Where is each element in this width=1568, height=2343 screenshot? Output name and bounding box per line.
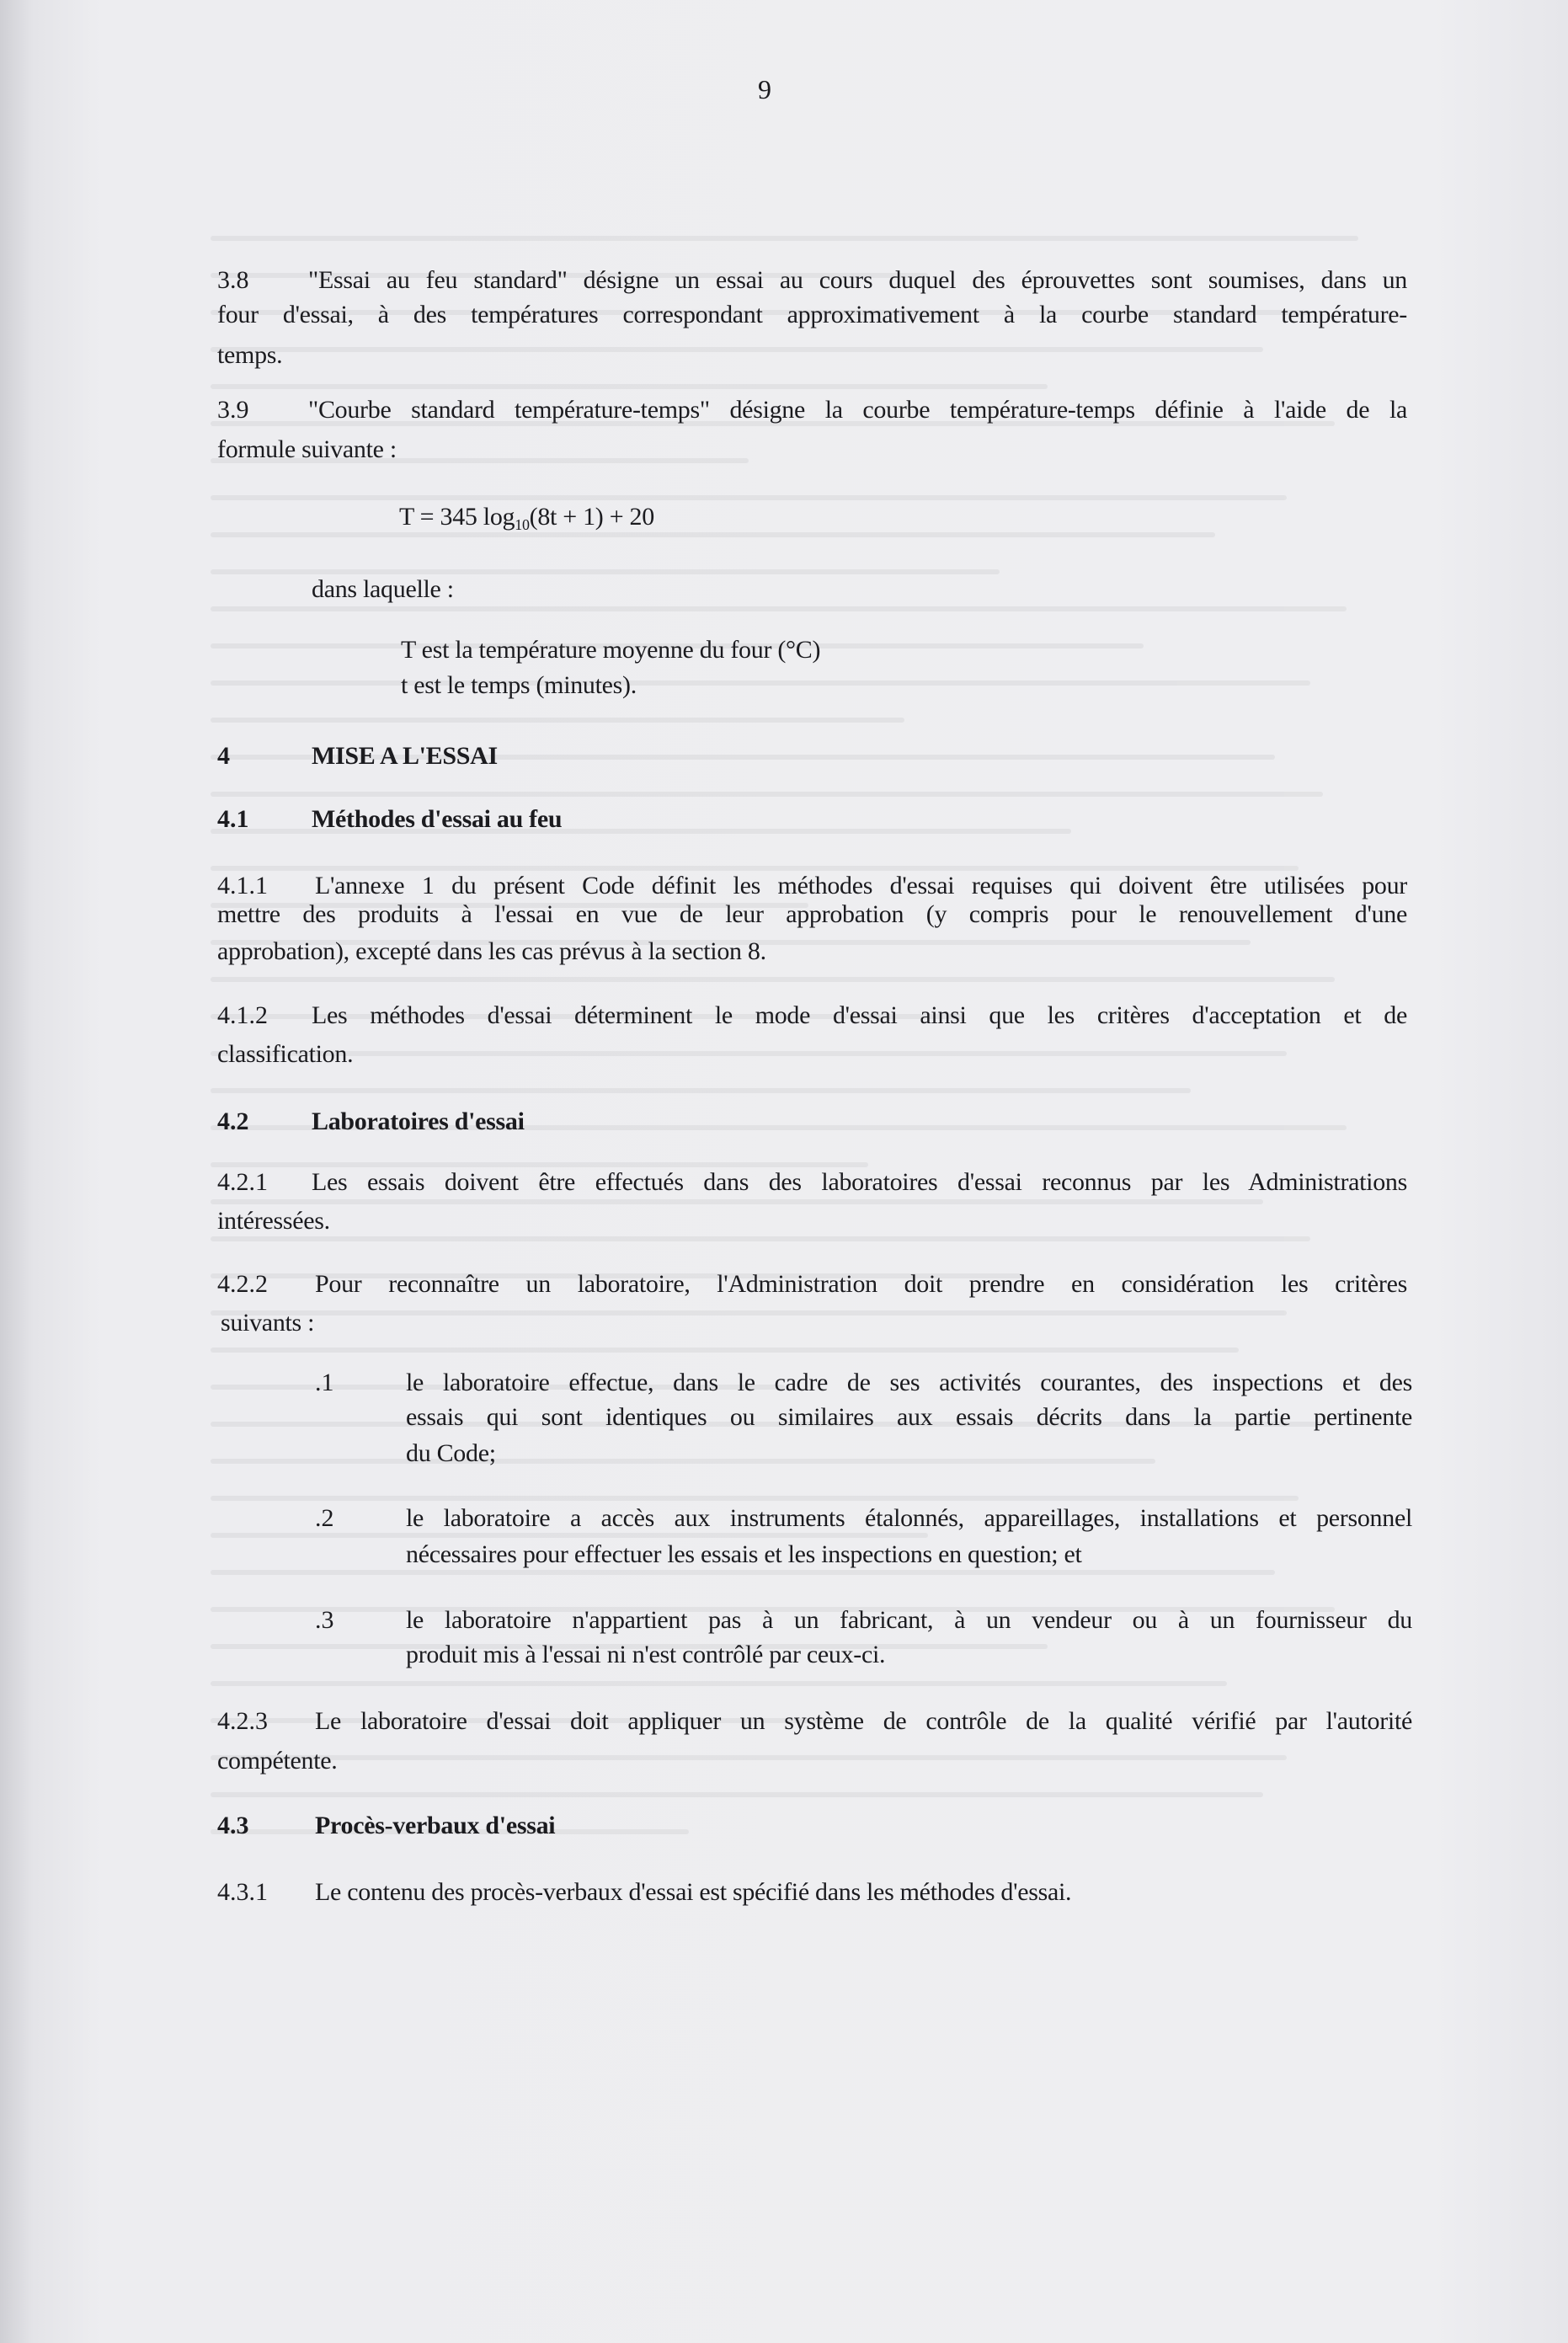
- section-number: 4.2.2: [217, 1270, 268, 1298]
- list-item-line: du Code;: [406, 1439, 496, 1467]
- heading: Procès-verbaux d'essai: [315, 1812, 556, 1839]
- paragraph-line: compétente.: [217, 1747, 338, 1775]
- paragraph-line: formule suivante :: [217, 435, 397, 463]
- paragraph-line: temps.: [217, 341, 283, 369]
- list-item-number: .2: [315, 1504, 334, 1532]
- heading-number: 4.1: [217, 805, 249, 833]
- section-number: 3.8: [217, 266, 249, 294]
- paragraph-line: mettre des produits à l'essai en vue de leur approbation (y compris pour le renouvellement d'une: [217, 900, 1407, 928]
- section-number: 3.9: [217, 396, 249, 424]
- formula: T = 345 $\log_{10}(8t + 1) + 20$: [399, 503, 654, 533]
- heading-number: 4.3: [217, 1812, 249, 1839]
- heading-number: 4: [217, 742, 230, 770]
- paragraph-line: classification.: [217, 1040, 354, 1068]
- heading: MISE A L'ESSAI: [312, 742, 498, 770]
- paragraph-line: suivants :: [221, 1309, 315, 1337]
- variable-definition: T est la température moyenne du four (°C): [401, 636, 821, 664]
- paragraph-line: "Essai au feu standard" désigne un essai au cours duquel des éprouvettes sont soumises, dans un: [308, 266, 1407, 294]
- section-number: 4.1.2: [217, 1001, 268, 1029]
- page-number: 9: [758, 74, 771, 104]
- list-item-line: produit mis à l'essai ni n'est contrôlé par ceux-ci.: [406, 1641, 886, 1668]
- show-through-texture: [211, 236, 1406, 1945]
- paragraph-line: approbation), excepté dans les cas prévus à la section 8.: [217, 937, 766, 965]
- paragraph-line: Les essais doivent être effectués dans des laboratoires d'essai reconnus par les Administrations: [312, 1168, 1407, 1196]
- list-item-line: le laboratoire a accès aux instruments étalonnés, appareillages, installations et personnel: [406, 1504, 1412, 1532]
- paragraph-line: Les méthodes d'essai déterminent le mode d'essai ainsi que les critères d'acceptation et de: [312, 1001, 1407, 1029]
- list-item-line: essais qui sont identiques ou similaires aux essais décrits dans la partie pertinente: [406, 1403, 1412, 1431]
- paragraph-line: Pour reconnaître un laboratoire, l'Administration doit prendre en considération les critères: [315, 1270, 1407, 1298]
- list-item-line: nécessaires pour effectuer les essais et les inspections en question; et: [406, 1540, 1082, 1568]
- paragraph-line: Le contenu des procès-verbaux d'essai est spécifié dans les méthodes d'essai.: [315, 1878, 1072, 1906]
- section-number: 4.1.1: [217, 872, 268, 899]
- section-number: 4.3.1: [217, 1878, 268, 1906]
- paragraph-line: four d'essai, à des températures correspondant approximativement à la courbe standard température-: [217, 301, 1407, 328]
- paragraph-line: L'annexe 1 du présent Code définit les méthodes d'essai requises qui doivent être utilisées pour: [315, 872, 1407, 899]
- list-item-number: .1: [315, 1369, 334, 1396]
- section-number: 4.2.1: [217, 1168, 268, 1196]
- paragraph-line: Le laboratoire d'essai doit appliquer un système de contrôle de la qualité vérifié par l'autorité: [315, 1707, 1412, 1735]
- paragraph-line: intéressées.: [217, 1207, 330, 1235]
- formula-where-label: dans laquelle :: [312, 575, 454, 603]
- heading: Méthodes d'essai au feu: [312, 805, 563, 833]
- list-item-number: .3: [315, 1606, 334, 1634]
- list-item-line: le laboratoire effectue, dans le cadre de ses activités courantes, des inspections et des: [406, 1369, 1412, 1396]
- section-number: 4.2.3: [217, 1707, 268, 1735]
- paragraph-line: "Courbe standard température-temps" désigne la courbe température-temps définie à l'aide de la: [308, 396, 1407, 424]
- list-item-line: le laboratoire n'appartient pas à un fabricant, à un vendeur ou à un fournisseur du: [406, 1606, 1412, 1634]
- heading-number: 4.2: [217, 1107, 249, 1135]
- variable-definition: t est le temps (minutes).: [401, 671, 637, 699]
- heading: Laboratoires d'essai: [312, 1107, 525, 1135]
